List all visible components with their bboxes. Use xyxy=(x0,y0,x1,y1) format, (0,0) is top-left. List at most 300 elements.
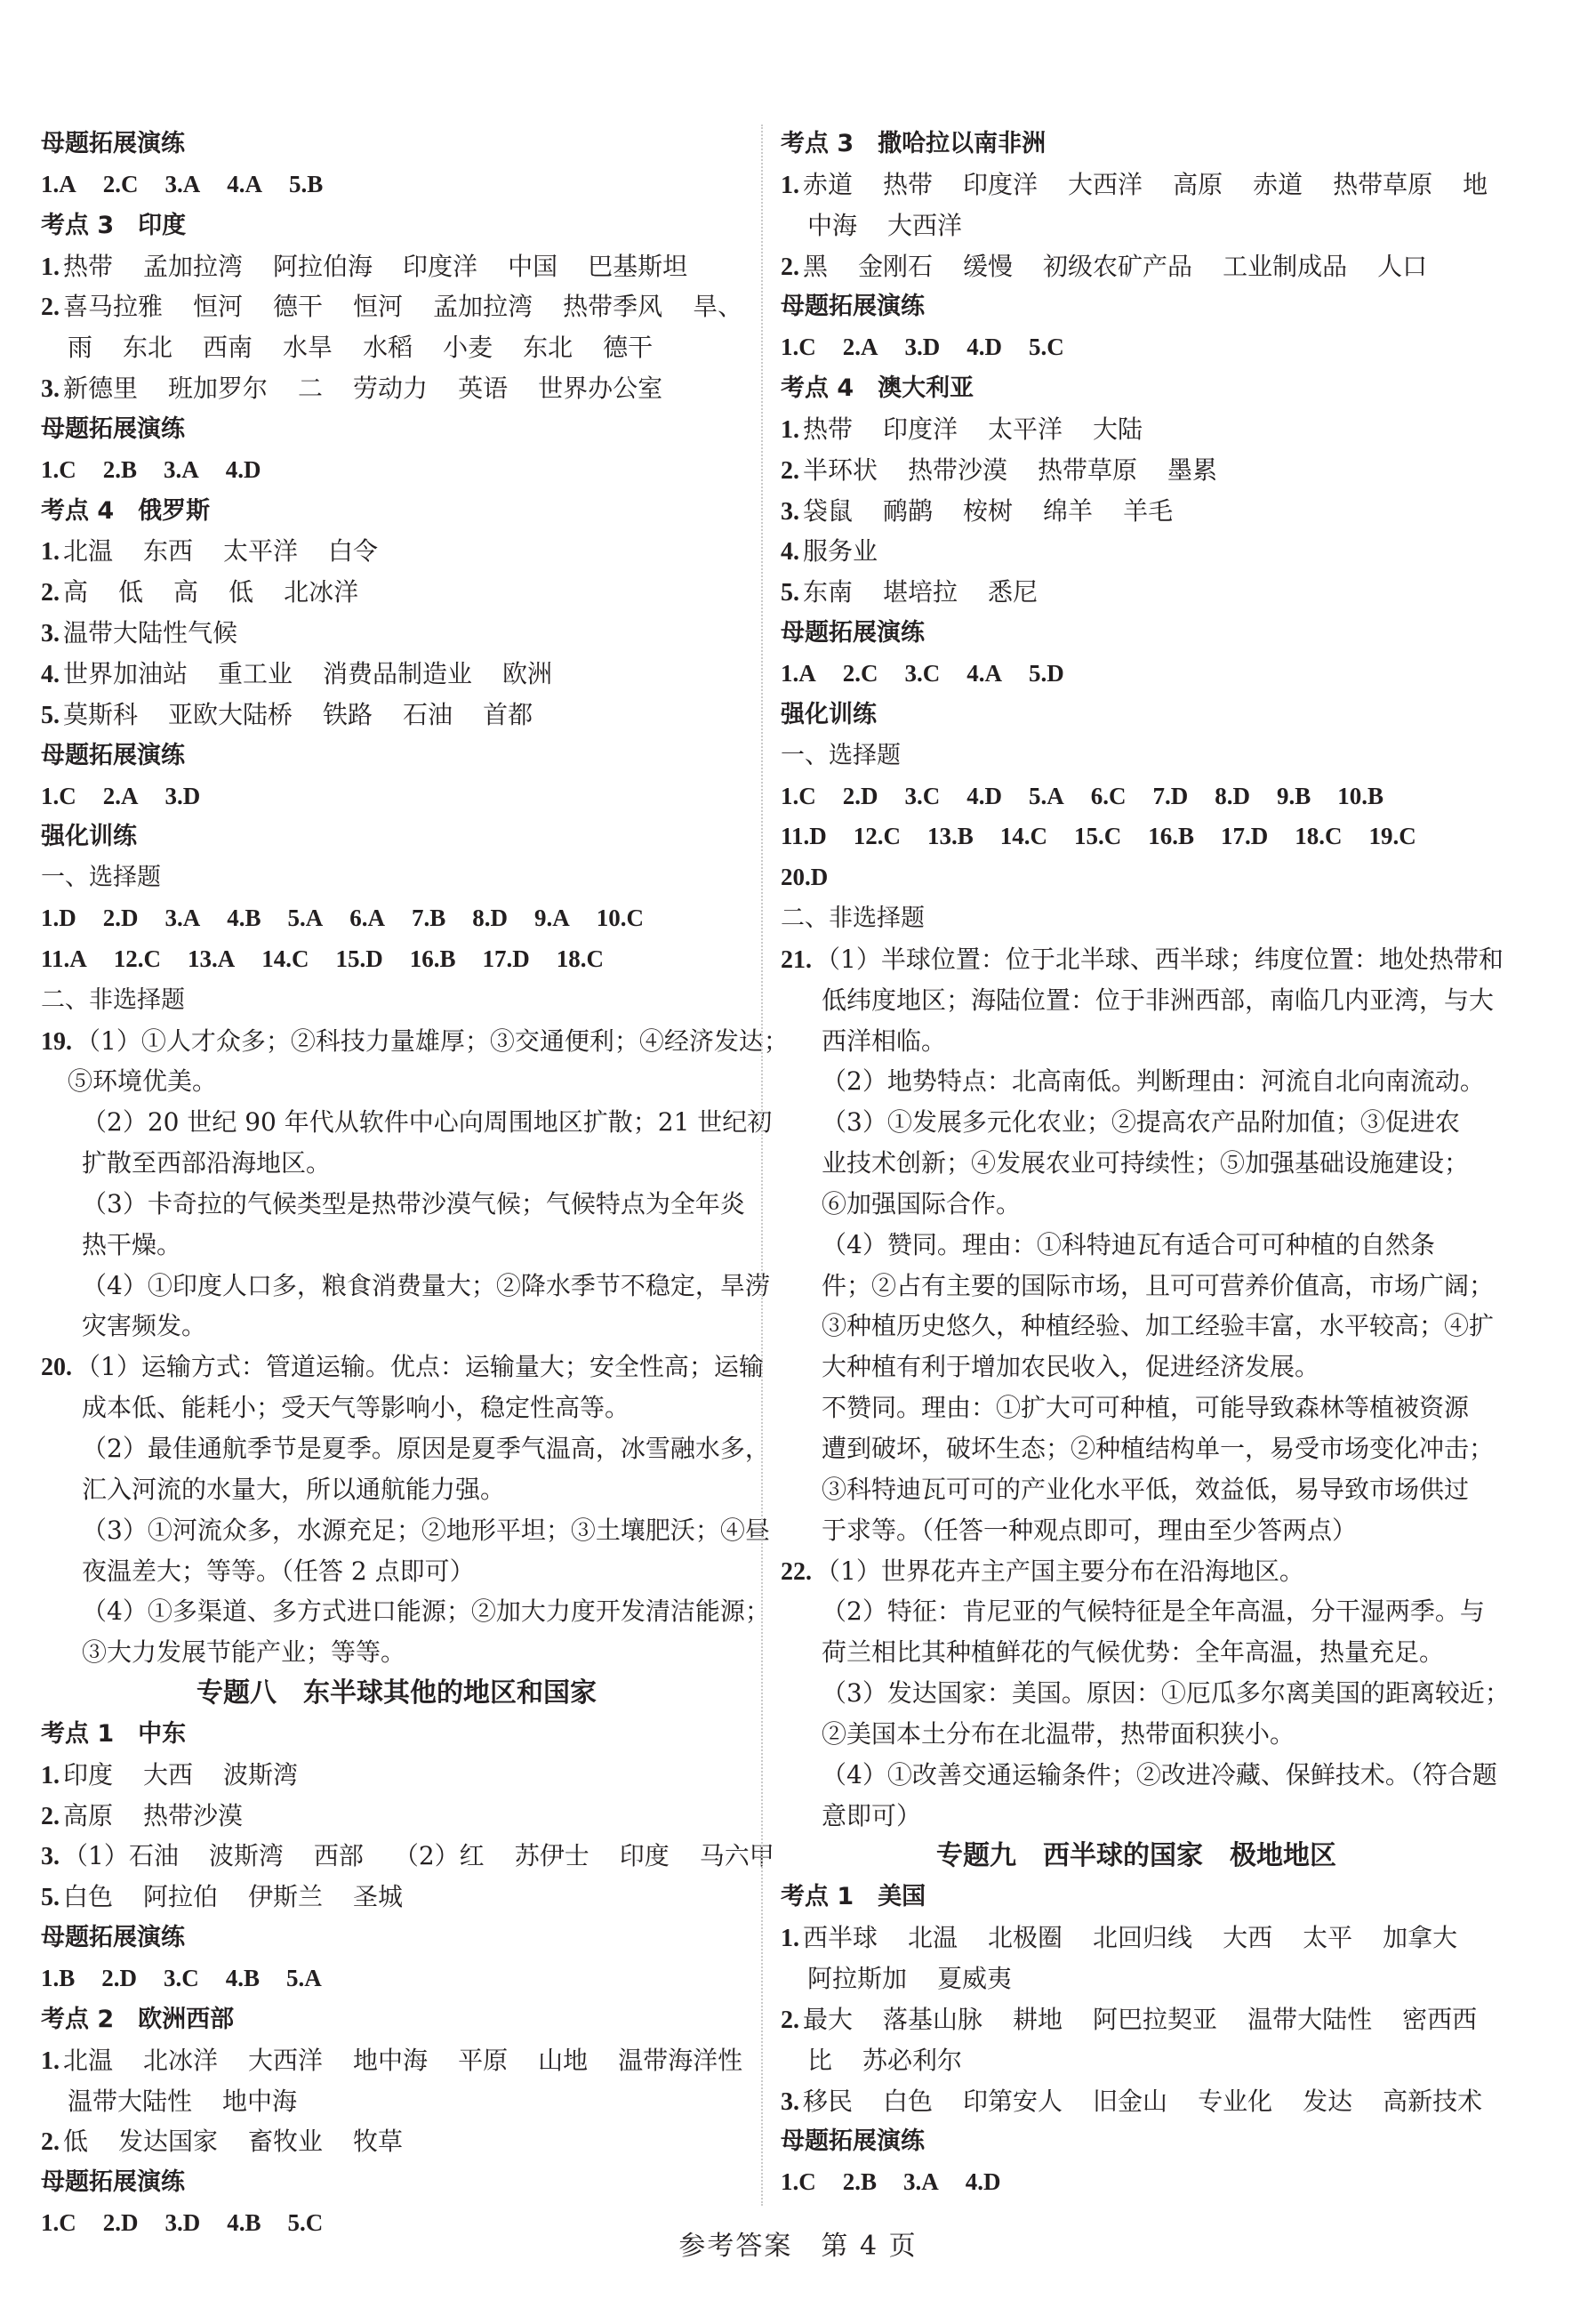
answer-term: 发达国家 xyxy=(118,2127,219,2157)
answer-continuation xyxy=(781,1796,1492,1837)
answer-continuation xyxy=(41,1510,770,1551)
answer-term: 高新技术 xyxy=(1383,2086,1483,2116)
answer-term: 热带草原 xyxy=(1333,169,1433,199)
answer-term: 阿拉斯加 xyxy=(807,1963,908,1993)
answer-key-row xyxy=(781,654,1492,695)
answer-term: 喜马拉雅 xyxy=(63,292,164,322)
answer-text: ⑥加强国际合作。 xyxy=(822,1188,1022,1218)
answer-term: 赤道 xyxy=(803,169,854,199)
question-number: 3. xyxy=(41,1843,60,1871)
answer-item: 3.C xyxy=(904,659,941,687)
answer-continuation xyxy=(41,327,752,368)
answer-key-row xyxy=(781,857,1492,898)
answer-term: 太平洋 xyxy=(988,414,1063,444)
answer-term: 阿拉伯海 xyxy=(273,251,373,281)
answer-term: 英语 xyxy=(458,374,509,404)
answer-term: 大西洋 xyxy=(1068,169,1143,199)
answer-item: 16.B xyxy=(1148,823,1195,850)
answer-term: 石油 xyxy=(403,699,453,729)
question-number: 3. xyxy=(41,620,60,648)
chapter-title: 专题八 东半球其他的地区和国家 xyxy=(196,1677,597,1709)
section-heading: 母题拓展演练 xyxy=(41,130,185,157)
section-heading: 强化训练 xyxy=(781,700,877,728)
answer-term: 北温 xyxy=(63,536,114,567)
answer-item: 3.C xyxy=(904,782,941,809)
answer-text: ③大力发展节能产业；等等。 xyxy=(82,1637,406,1668)
answer-key-row xyxy=(781,816,1492,857)
answer-item: 19.C xyxy=(1368,823,1416,850)
answer-continuation xyxy=(781,1428,1495,1469)
answer-item: 6.A xyxy=(349,905,386,932)
answer-line xyxy=(781,1918,1492,1958)
answer-text: （1）世界花卉主产国主要分布在沿海地区。 xyxy=(815,1556,1304,1586)
question-number: 3. xyxy=(781,2087,799,2116)
answer-item: 10.C xyxy=(596,905,645,932)
answer-item: 20.D xyxy=(781,864,829,891)
answer-term: 中国 xyxy=(508,251,558,281)
answer-term: 北温 xyxy=(63,2045,114,2075)
question-number: 1. xyxy=(41,538,60,567)
answer-line xyxy=(781,246,1492,287)
answer-term: 亚欧大陆桥 xyxy=(168,699,293,729)
answer-text: 荷兰相比其种植鲜花的气候优势：全年高温，热量充足。 xyxy=(822,1637,1445,1668)
answer-term: 阿拉伯 xyxy=(143,1882,219,1912)
answer-term: 大西洋 xyxy=(248,2045,324,2075)
question-number: 1. xyxy=(41,253,60,281)
answer-continuation xyxy=(41,1061,752,1102)
answer-line xyxy=(781,531,1492,572)
answer-line xyxy=(781,1999,1492,2040)
answer-term: 水稻 xyxy=(363,333,413,363)
section-heading: 强化训练 xyxy=(41,823,137,851)
answer-term: 北冰洋 xyxy=(143,2045,219,2075)
answer-term: 德干 xyxy=(603,333,654,363)
answer-line xyxy=(781,491,1492,532)
answer-term: 金刚石 xyxy=(858,251,934,281)
answer-item: 3.A xyxy=(164,455,199,483)
answer-item: 18.C xyxy=(556,945,605,972)
answer-item: 14.C xyxy=(999,823,1048,850)
answer-item: 1.A xyxy=(781,659,816,687)
answer-term: 高 xyxy=(173,577,199,607)
answer-item: 1.C xyxy=(41,455,76,483)
answer-term: 波斯湾 xyxy=(208,1841,284,1871)
answer-term: 新德里 xyxy=(63,374,139,404)
answer-term: 地 xyxy=(1463,169,1488,199)
question-number: 2. xyxy=(41,294,60,322)
question-number: 3. xyxy=(781,497,799,526)
answer-term: 山地 xyxy=(538,2045,589,2075)
answer-term: 悉尼 xyxy=(988,577,1039,607)
answer-item: 12.C xyxy=(853,823,902,850)
answer-text: （3）①河流众多，水源充足；②地形平坦；③土壤肥沃；④昼 xyxy=(82,1515,770,1545)
answer-item: 3.A xyxy=(164,905,201,932)
answer-continuation xyxy=(781,2040,1492,2081)
answer-term: 袋鼠 xyxy=(803,495,854,526)
answer-item: 8.D xyxy=(1215,782,1250,809)
answer-text: （2）地势特点：北高南低。判断理由：河流自北向南流动。 xyxy=(822,1066,1485,1097)
answer-term: 桉树 xyxy=(963,495,1014,526)
answer-continuation xyxy=(781,1266,1495,1307)
answer-continuation xyxy=(41,1387,752,1428)
answer-term: 旧金山 xyxy=(1093,2086,1168,2116)
answer-term: 高 xyxy=(63,577,89,607)
answer-term: 初级农矿产品 xyxy=(1043,251,1193,281)
answer-item: 11.A xyxy=(41,945,87,972)
page-footer: 参考答案 第 4 页 xyxy=(678,2231,918,2262)
question-number: 22. xyxy=(781,1557,812,1586)
answer-item: 9.B xyxy=(1277,782,1311,809)
answer-term: 温带大陆性 xyxy=(1247,2004,1373,2034)
answer-text: 意即可） xyxy=(822,1800,922,1830)
answer-continuation xyxy=(781,205,1492,246)
answer-term: 低 xyxy=(63,2127,89,2157)
answer-text: （3）卡奇拉的气候类型是热带沙漠气候；气候特点为全年炎 xyxy=(82,1188,745,1218)
answer-item: 2.D xyxy=(102,2209,139,2237)
answer-term: 波斯湾 xyxy=(223,1759,299,1789)
answer-term: 太平 xyxy=(1303,1923,1353,1953)
answer-term: 落基山脉 xyxy=(883,2004,983,2034)
answer-term: 白色 xyxy=(63,1882,114,1912)
answer-continuation xyxy=(781,1755,1497,1796)
question-number: 1. xyxy=(41,1761,60,1789)
answer-item: 3.D xyxy=(164,2209,201,2237)
answer-key-row xyxy=(41,1958,752,1999)
right-column xyxy=(781,124,1510,2203)
section-heading: 母题拓展演练 xyxy=(781,293,925,321)
answer-term: 热带 xyxy=(803,414,854,444)
answer-item: 5.C xyxy=(1029,334,1064,361)
answer-term: 苏必利尔 xyxy=(862,2045,963,2075)
answer-continuation xyxy=(41,1266,770,1307)
answer-text: （4）①改善交通运输条件；②改进冷藏、保鲜技术。（符合题 xyxy=(822,1759,1497,1789)
answer-continuation xyxy=(781,1306,1495,1347)
answer-item: 13.A xyxy=(188,945,236,972)
answer-line xyxy=(41,531,752,572)
answer-term: 大西 xyxy=(143,1759,194,1789)
answer-line xyxy=(41,1796,752,1837)
answer-item: 1.C xyxy=(41,782,76,809)
answer-term: 北温 xyxy=(908,1923,958,1953)
answer-term: 东西 xyxy=(143,536,194,567)
answer-term: 鸸鹋 xyxy=(883,495,934,526)
chapter-title: 专题九 西半球的国家 极地地区 xyxy=(936,1840,1336,1872)
answer-term: 东南 xyxy=(803,577,854,607)
answer-term: 巴基斯坦 xyxy=(588,251,688,281)
answer-line xyxy=(41,1755,752,1796)
answer-line xyxy=(41,654,752,695)
answer-term: 发达 xyxy=(1303,2086,1353,2116)
answer-item: 4.D xyxy=(966,334,1002,361)
question-number: 5. xyxy=(41,701,60,729)
answer-continuation xyxy=(781,1102,1492,1143)
answer-continuation xyxy=(41,1469,752,1510)
answer-continuation xyxy=(41,1225,752,1266)
answer-item: 1.D xyxy=(41,905,76,932)
answer-term: 工业制成品 xyxy=(1223,251,1348,281)
answer-line xyxy=(41,1836,774,1877)
answer-item: 3.C xyxy=(164,1964,199,1991)
answer-item: 3.D xyxy=(904,334,941,361)
answer-text: 低纬度地区；海陆位置：位于非洲西部，南临几内亚湾，与大 xyxy=(822,985,1495,1015)
answer-item: 4.B xyxy=(227,905,261,932)
answer-term: 劳动力 xyxy=(353,374,429,404)
question-number: 2. xyxy=(781,456,799,485)
answer-key-row xyxy=(781,327,1492,368)
answer-term: 世界办公室 xyxy=(538,374,663,404)
answer-term: 班加罗尔 xyxy=(168,374,269,404)
answer-continuation xyxy=(781,1632,1492,1673)
answer-term: 东北 xyxy=(123,333,173,363)
answer-item: 1.C xyxy=(781,2168,816,2196)
answer-key-row xyxy=(41,939,752,980)
section-heading: 母题拓展演练 xyxy=(781,2127,925,2156)
answer-continuation xyxy=(781,1061,1492,1102)
answer-text: ⑤环境优美。 xyxy=(68,1066,218,1097)
answer-term: 铁路 xyxy=(323,699,373,729)
answer-item: 4.A xyxy=(966,659,1002,687)
answer-item: 4.B xyxy=(227,2209,261,2237)
answer-item: 2.D xyxy=(102,905,139,932)
answer-text: （1）运输方式：管道运输。优点：运输量大；安全性高；运输 xyxy=(76,1352,764,1382)
answer-term: 太平洋 xyxy=(223,536,299,567)
answer-term: 首都 xyxy=(483,699,533,729)
answer-continuation xyxy=(41,1591,770,1632)
answer-text: 件；②占有主要的国际市场，且可可营养价值高，市场广阔； xyxy=(822,1270,1495,1300)
answer-text: （4）赞同。理由：①科特迪瓦有适合可可种植的自然条 xyxy=(822,1229,1435,1259)
answer-item: 1.B xyxy=(41,1964,76,1991)
answer-continuation xyxy=(781,1184,1492,1225)
section-heading: 考点 4 澳大利亚 xyxy=(781,374,974,403)
answer-line xyxy=(781,409,1492,450)
answer-term: 半环状 xyxy=(803,454,878,485)
answer-text: （3）发达国家：美国。原因：①厄瓜多尔离美国的距离较近； xyxy=(822,1678,1510,1709)
answer-continuation xyxy=(781,1021,1492,1062)
answer-text: （1）半球位置：位于北半球、西半球；纬度位置：地处热带和 xyxy=(815,944,1504,974)
answer-item: 2.A xyxy=(102,782,139,809)
answer-term: 西部 xyxy=(313,1841,364,1871)
answer-term: 赤道 xyxy=(1253,169,1303,199)
answer-line xyxy=(41,572,752,613)
answer-text: ②美国本土分布在北温带，热带面积狭小。 xyxy=(822,1718,1295,1749)
answer-term: 二 xyxy=(298,374,324,404)
answer-continuation xyxy=(781,1347,1492,1387)
answer-text: （3）①发展多元化农业；②提高农产品附加值；③促进农 xyxy=(822,1107,1460,1138)
answer-line xyxy=(781,165,1492,205)
answer-item: 14.C xyxy=(261,945,309,972)
answer-text: 不赞同。理由：①扩大可可种植，可能导致森林等植被资源 xyxy=(822,1393,1470,1423)
answer-item: 17.D xyxy=(482,945,530,972)
section-heading: 考点 3 印度 xyxy=(41,211,187,239)
answer-term: 比 xyxy=(807,2045,833,2075)
answer-term: 高原 xyxy=(63,1800,114,1830)
answer-item: 1.A xyxy=(41,170,76,197)
answer-text: 灾害频发。 xyxy=(82,1311,207,1341)
section-heading: 母题拓展演练 xyxy=(781,619,925,647)
answer-term: 印度 xyxy=(63,1759,114,1789)
answer-text: 西洋相临。 xyxy=(822,1025,947,1056)
answer-line xyxy=(41,286,752,327)
answer-item: 8.D xyxy=(472,905,509,932)
answer-text: 汇入河流的水量大，所以通航能力强。 xyxy=(82,1474,506,1504)
subsection-label: 二、非选择题 xyxy=(781,905,925,933)
answer-term: 耕地 xyxy=(1013,2004,1063,2034)
answer-term: 印度洋 xyxy=(963,169,1039,199)
answer-term: 大西 xyxy=(1223,1923,1273,1953)
answer-line xyxy=(781,2081,1492,2122)
answer-item: 5.A xyxy=(1029,782,1064,809)
answer-term: 阿巴拉契亚 xyxy=(1093,2004,1218,2034)
answer-text: 遭到破坏，破坏生态；②种植结构单一，易受市场变化冲击； xyxy=(822,1434,1495,1463)
answer-term: 低 xyxy=(118,577,144,607)
answer-continuation xyxy=(781,1387,1492,1428)
answer-term: 黑 xyxy=(803,251,829,281)
answer-term: 夏威夷 xyxy=(937,1963,1013,1993)
answer-term: 绵羊 xyxy=(1043,495,1094,526)
answer-term: 服务业 xyxy=(803,536,878,567)
answer-item: 12.C xyxy=(113,945,162,972)
answer-line xyxy=(41,246,752,287)
answer-term: 圣城 xyxy=(353,1882,404,1912)
question-number: 2. xyxy=(781,253,799,281)
answer-text: 于求等。（任答一种观点即可，理由至少答两点） xyxy=(822,1515,1358,1545)
answer-line xyxy=(41,1021,789,1062)
question-number: 2. xyxy=(41,1802,60,1830)
answer-term: 牧草 xyxy=(353,2127,404,2157)
question-number: 1. xyxy=(781,1925,799,1953)
answer-key-row xyxy=(41,776,752,817)
answer-item: 5.B xyxy=(289,170,324,197)
question-number: 2. xyxy=(781,2006,799,2034)
answer-item: 4.D xyxy=(966,782,1002,809)
answer-term: 温带大陆性 xyxy=(68,2086,193,2116)
answer-key-row xyxy=(781,2162,1492,2203)
answer-item: 3.D xyxy=(164,782,201,809)
answer-item: 1.C xyxy=(41,2209,76,2237)
section-heading: 考点 1 中东 xyxy=(41,1719,187,1748)
answer-term: 热带沙漠 xyxy=(908,454,1008,485)
answer-item: 11.D xyxy=(781,823,827,850)
answer-term: 孟加拉湾 xyxy=(433,292,533,322)
answer-term: 印度洋 xyxy=(883,414,958,444)
answer-term: 最大 xyxy=(803,2004,854,2034)
answer-term: （2）红 xyxy=(393,1841,485,1871)
answer-text: （2）最佳通航季节是夏季。原因是夏季气温高，冰雪融水多， xyxy=(82,1434,770,1463)
answer-term: 大陆 xyxy=(1093,414,1143,444)
answer-text: ③科特迪瓦可可的产业化水平低，效益低，易导致市场供过 xyxy=(822,1474,1470,1504)
answer-term: 恒河 xyxy=(193,292,244,322)
answer-text: 扩散至西部沿海地区。 xyxy=(82,1148,332,1178)
answer-item: 2.A xyxy=(842,334,878,361)
answer-item: 2.D xyxy=(101,1964,138,1991)
question-number: 5. xyxy=(41,1884,60,1912)
answer-item: 1.C xyxy=(781,782,816,809)
answer-item: 17.D xyxy=(1221,823,1269,850)
question-number: 1. xyxy=(781,171,799,199)
question-number: 4. xyxy=(41,660,60,688)
answer-term: 马六甲 xyxy=(699,1841,774,1871)
answer-item: 16.B xyxy=(409,945,456,972)
answer-term: 消费品制造业 xyxy=(323,658,473,688)
answer-item: 15.D xyxy=(335,945,383,972)
answer-term: 印度洋 xyxy=(403,251,478,281)
answer-continuation xyxy=(781,1225,1492,1266)
question-number: 19. xyxy=(41,1027,72,1056)
answer-text: ③种植历史悠久，种植经验、加工经验丰富，水平较高；④扩 xyxy=(822,1311,1495,1341)
answer-line xyxy=(41,695,752,736)
answer-text: 热干燥。 xyxy=(82,1229,182,1259)
answer-term: 专业化 xyxy=(1198,2086,1273,2116)
answer-line xyxy=(781,450,1492,491)
section-heading: 母题拓展演练 xyxy=(41,1924,185,1952)
answer-item: 3.A xyxy=(903,2168,939,2196)
answer-term: 印第安人 xyxy=(963,2086,1063,2116)
answer-term: 热带沙漠 xyxy=(143,1800,244,1830)
answer-continuation xyxy=(781,1673,1510,1714)
answer-term: 低 xyxy=(229,577,254,607)
answer-line xyxy=(781,1551,1492,1592)
answer-term: 平原 xyxy=(458,2045,509,2075)
answer-text: （2）20 世纪 90 年代从软件中心向周围地区扩散；21 世纪初 xyxy=(82,1107,773,1138)
answer-item: 7.B xyxy=(412,905,446,932)
answer-term: 西南 xyxy=(203,333,253,363)
answer-term: 德干 xyxy=(273,292,324,322)
answer-term: 白令 xyxy=(328,536,379,567)
answer-line xyxy=(41,1877,752,1918)
answer-term: 重工业 xyxy=(218,658,293,688)
answer-item: 13.B xyxy=(927,823,974,850)
answer-item: 2.B xyxy=(102,455,138,483)
answer-term: 缓慢 xyxy=(963,251,1014,281)
answer-item: 15.C xyxy=(1074,823,1122,850)
answer-term: 热带草原 xyxy=(1038,454,1138,485)
question-number: 3. xyxy=(41,375,60,404)
subsection-label: 一、选择题 xyxy=(41,864,161,892)
question-number: 20. xyxy=(41,1354,72,1382)
answer-line xyxy=(41,2040,752,2081)
answer-term: 羊毛 xyxy=(1123,495,1174,526)
question-number: 4. xyxy=(781,538,799,567)
answer-key-row xyxy=(41,898,752,939)
answer-text: （2）特征：肯尼亚的气候特征是全年高温，分干湿两季。与 xyxy=(822,1596,1485,1627)
answer-term: 热带季风 xyxy=(563,292,663,322)
answer-continuation xyxy=(41,1551,752,1592)
answer-continuation xyxy=(41,1184,752,1225)
question-number: 21. xyxy=(781,945,812,974)
section-heading: 母题拓展演练 xyxy=(41,741,185,769)
section-heading: 考点 1 美国 xyxy=(781,1883,926,1911)
answer-item: 18.C xyxy=(1295,823,1343,850)
question-number: 2. xyxy=(41,2128,60,2157)
column-divider xyxy=(761,125,763,2206)
answer-term: 加拿大 xyxy=(1383,1923,1458,1953)
answer-term: 水旱 xyxy=(283,333,333,363)
answer-text: （4）①印度人口多，粮食消费量大；②降水季节不稳定，旱涝 xyxy=(82,1270,770,1300)
answer-continuation xyxy=(781,1958,1492,1999)
answer-item: 2.B xyxy=(842,2168,878,2196)
answer-term: 密西西 xyxy=(1402,2004,1478,2034)
answer-continuation xyxy=(41,1102,773,1143)
answer-continuation xyxy=(781,1510,1492,1551)
answer-term: （1）石油 xyxy=(63,1841,179,1871)
section-heading: 考点 4 俄罗斯 xyxy=(41,496,211,525)
answer-text: 成本低、能耗小；受天气等影响小，稳定性高等。 xyxy=(82,1393,630,1423)
answer-line xyxy=(781,572,1492,613)
answer-term: 伊斯兰 xyxy=(248,1882,324,1912)
answer-line xyxy=(41,368,752,409)
answer-term: 北极圈 xyxy=(988,1923,1063,1953)
section-heading: 考点 3 撒哈拉以南非洲 xyxy=(781,130,1047,157)
